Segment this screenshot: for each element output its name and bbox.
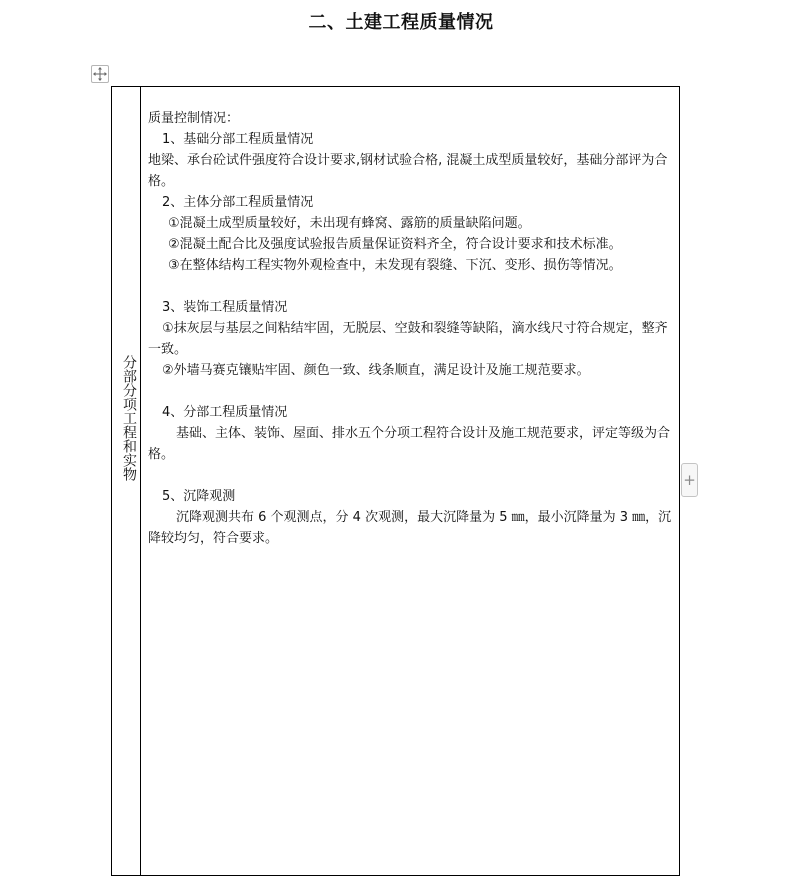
section-1-title: 1、基础分部工程质量情况 <box>162 132 314 147</box>
section-4-title: 4、分部工程质量情况 <box>162 405 288 420</box>
page-title: 二、土建工程质量情况 <box>308 12 494 33</box>
content-cell[interactable] <box>141 87 679 875</box>
add-column-button[interactable]: + <box>681 463 698 497</box>
section-3-item: ②外墙马赛克镶贴牢固、颜色一致、线条顺直，满足设计及施工规范要求。 <box>162 363 590 378</box>
table-move-handle[interactable] <box>91 65 109 83</box>
move-arrows-icon <box>92 66 108 82</box>
section-3-title: 3、装饰工程质量情况 <box>162 300 288 315</box>
quality-table <box>111 86 680 876</box>
section-1-text: 地梁、承台砼试件强度符合设计要求,钢材试验合格, 混凝土成型质量较好，基础分部评为合格。 <box>148 153 668 189</box>
section-2-item: ②混凝土配合比及强度试验报告质量保证资料齐全，符合设计要求和技术标准。 <box>168 237 622 252</box>
section-2-item: ③在整体结构工程实物外观检查中，未发现有裂缝、下沉、变形、损伤等情况。 <box>168 258 622 273</box>
section-3-item: ①抹灰层与基层之间粘结牢固，无脱层、空鼓和裂缝等缺陷，滴水线尺寸符合规定，整齐一致。 <box>148 321 668 357</box>
section-2-item: ①混凝土成型质量较好，未出现有蜂窝、露筋的质量缺陷问题。 <box>168 216 531 231</box>
row-label-cell <box>112 87 141 875</box>
section-2-title: 2、主体分部工程质量情况 <box>162 195 314 210</box>
content-heading: 质量控制情况： <box>148 111 240 126</box>
quality-content <box>148 108 675 549</box>
row-label: 分部分项工程和实物 <box>121 355 137 481</box>
section-5-text: 沉降观测共布 6 个观测点，分 4 次观测，最大沉降量为 5 ㎜，最小沉降量为 3 ㎜，沉降较均匀，符合要求。 <box>148 510 672 546</box>
section-4-text: 基础、主体、装饰、屋面、排水五个分项工程符合设计及施工规范要求，评定等级为合格。 <box>148 426 671 462</box>
section-5-title: 5、沉降观测 <box>162 489 236 504</box>
